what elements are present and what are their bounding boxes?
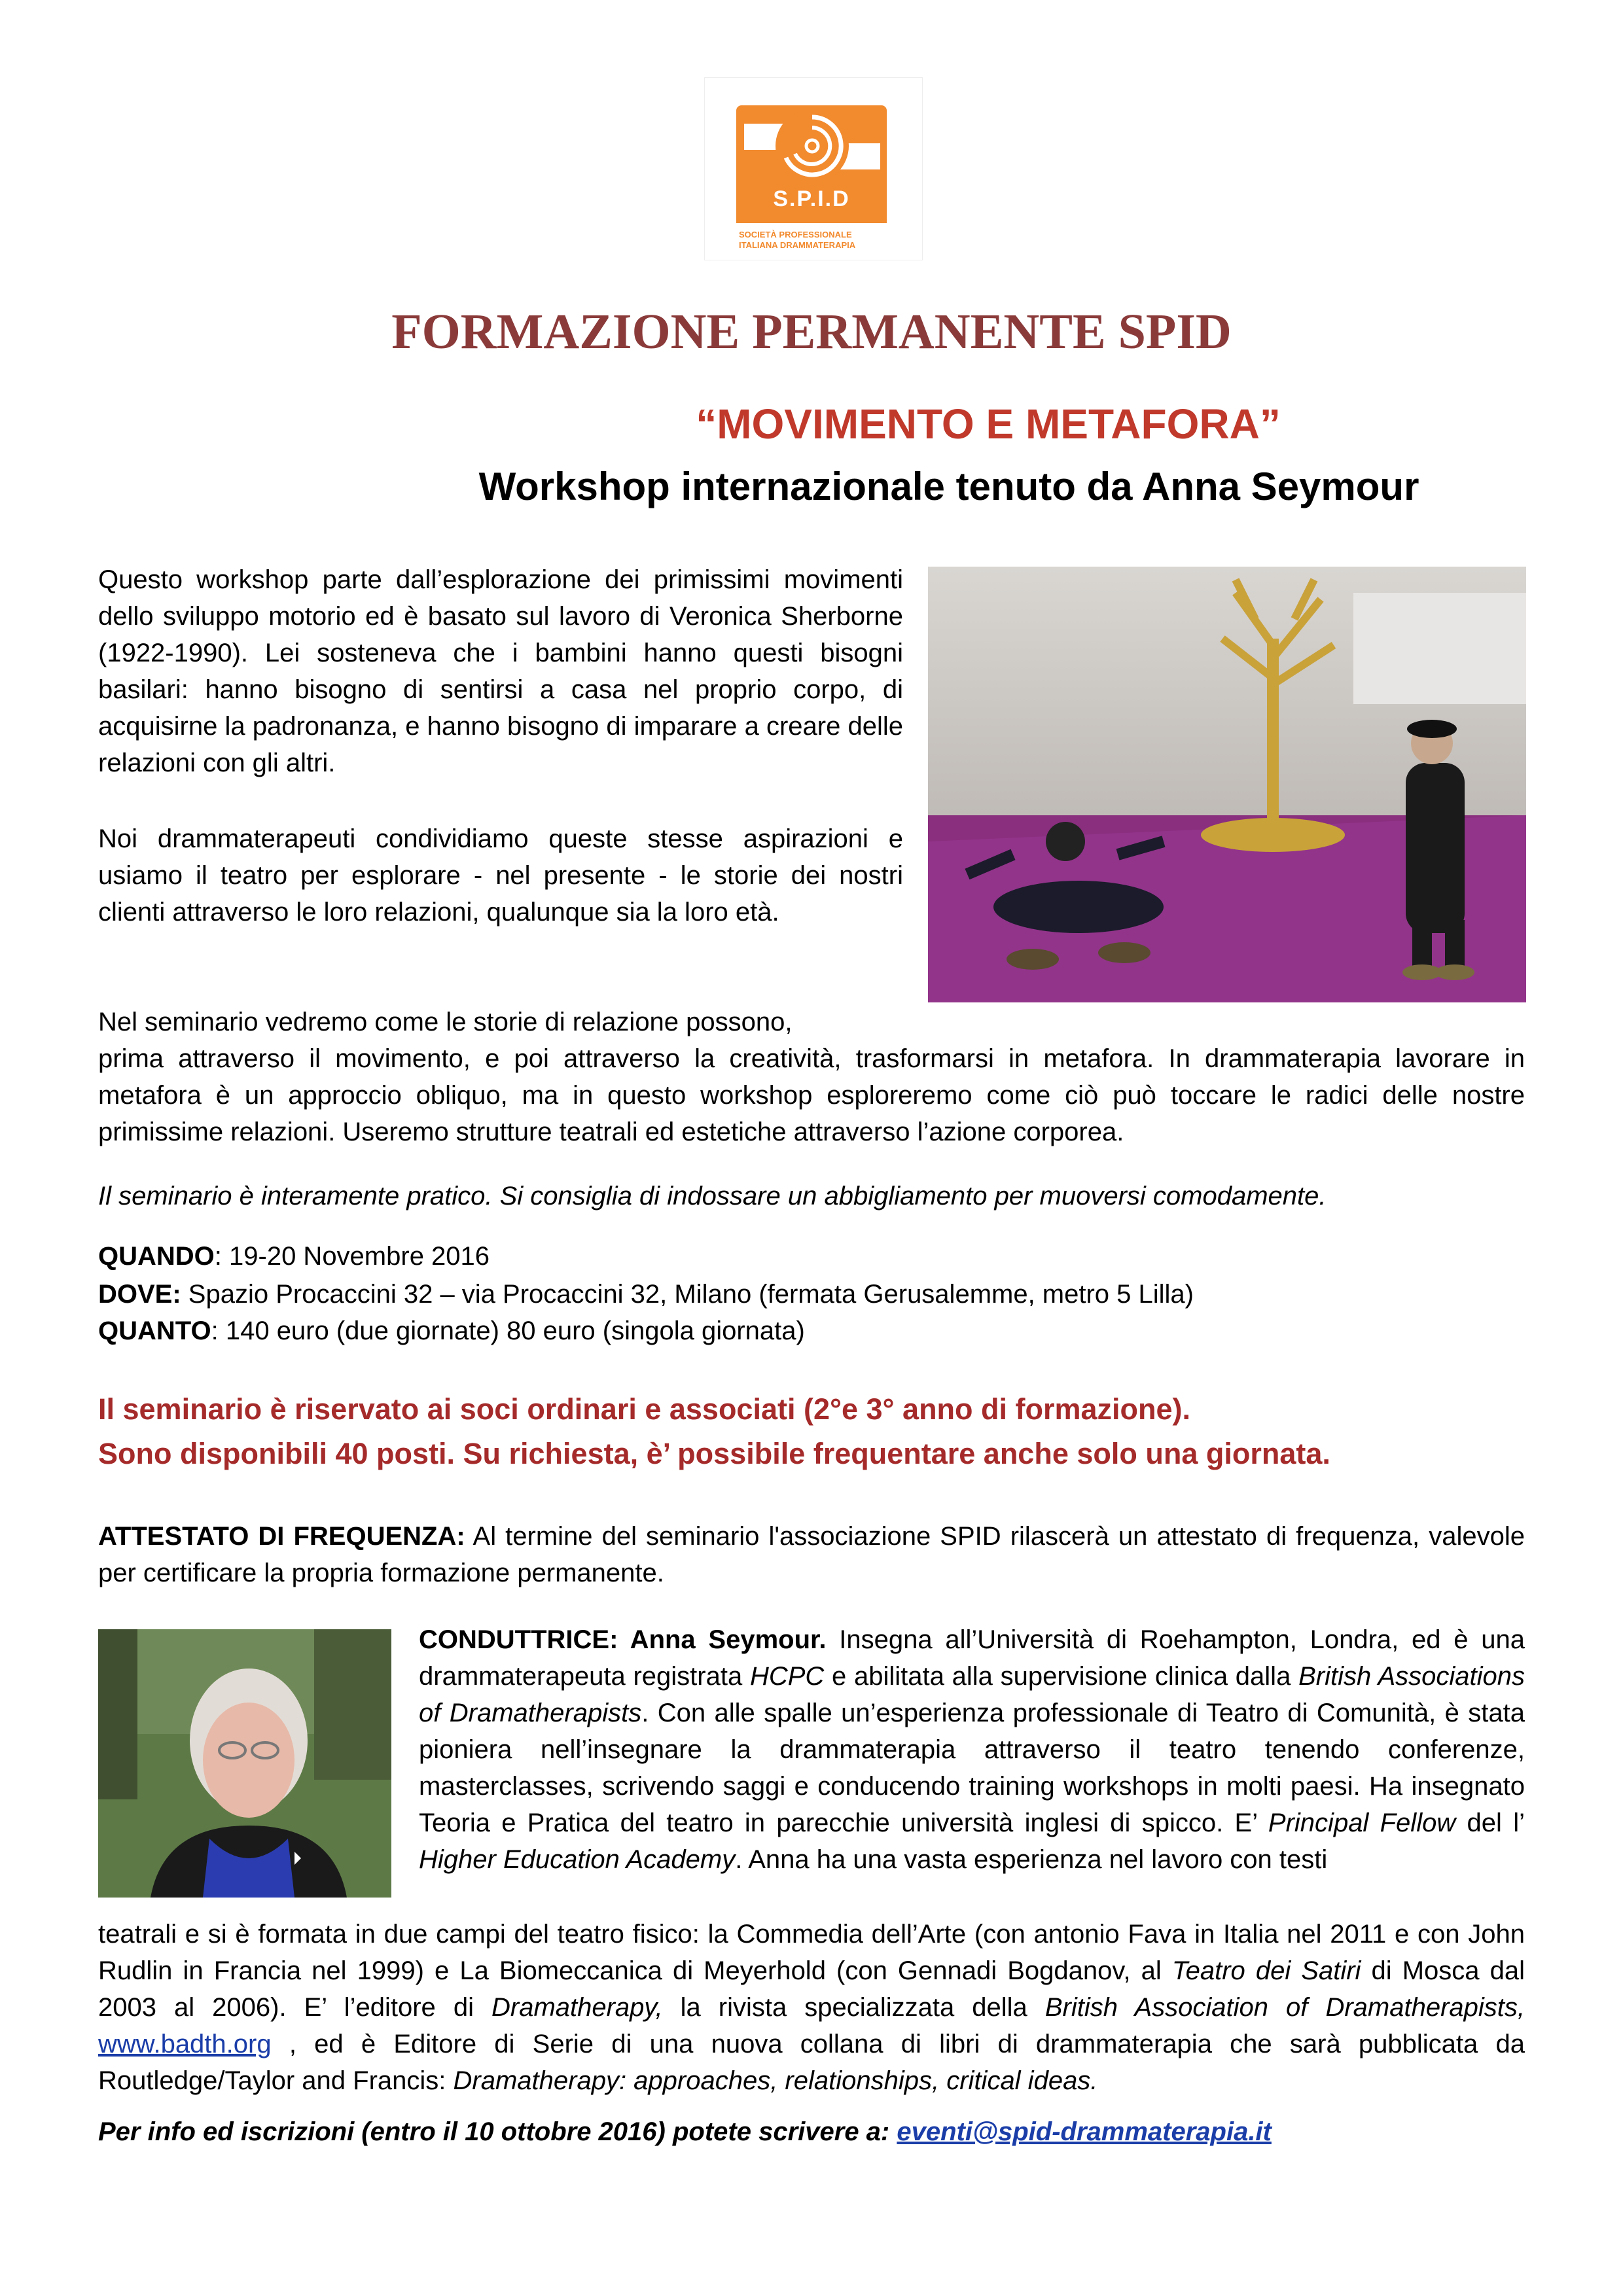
bio-paragraph-continued [98, 1916, 1525, 2099]
bio-text-8: la rivista specializzata della [662, 1993, 1045, 2022]
logo-line1: SOCIETÀ PROFESSIONALE [739, 230, 852, 239]
info-where [98, 1276, 1525, 1313]
bio-text-5: . Anna ha una vasta esperienza nel lavoro con testi [735, 1845, 1328, 1874]
info-cost-value: : 140 euro (due giornate) 80 euro (singola giornata) [211, 1316, 805, 1345]
attestato-label: ATTESTATO DI FREQUENZA: [98, 1522, 465, 1551]
info-when-value: : 19-20 Novembre 2016 [214, 1242, 490, 1271]
bio-italic-bad-2: British Association of Dramatherapists, [1044, 1993, 1525, 2022]
workshop-photo-image [928, 567, 1526, 1002]
intro-paragraph-4: Il seminario è interamente pratico. Si consiglia di indossare un abbigliamento per muoversi comodamente. [98, 1182, 1327, 1210]
footer-email-link[interactable]: eventi@spid-drammaterapia.it [897, 2117, 1272, 2146]
footer-info [98, 2113, 1525, 2150]
intro-paragraph-3b: prima attraverso il movimento, e poi attraverso la creatività, trasformarsi in metafora. In drammaterapia lavorare in metafora è un approccio obliquo, ma in questo workshop esploreremo come ciò può toccare le radici delle nostre primissime relazioni. Useremo strutture teatrali ed estetiche attraverso l’azione corporea. [98, 1044, 1525, 1146]
info-where-value: Spazio Procaccini 32 – via Procaccini 32, Milano (fermata Gerusalemme, metro 5 Lilla) [181, 1280, 1194, 1309]
bio-text-9: , ed è Editore di Serie di una nuova collana di libri di drammaterapia che sarà pubblicata da Routledge/Taylor and Francis: [98, 2030, 1525, 2095]
attestato-text: Al termine del seminario l'associazione SPID rilascerà un attestato di frequenza, valevole per certificare la propria formazione permanente. [98, 1522, 1525, 1587]
bio-text-3: . Con alle spalle un’esperienza professionale di Teatro di Comunità, è stata pioniera nell’insegnare la drammaterapia attraverso il teatro tenendo conferenze, masterclasses, scrivendo saggi e conducendo training workshops in molti paesi. Ha insegnato Teoria e Pratica del teatro in parecchie università inglesi di spicco. E’ [419, 1699, 1525, 1837]
bio-text-2: e abilitata alla supervisione clinica dalla [824, 1662, 1299, 1691]
bio-text-1: Insegna all’Università di Roehampton, Londra, ed è una drammaterapeuta registrata [419, 1625, 1525, 1691]
bio-italic-book-title: Dramatherapy: approaches, relationships, critical ideas. [453, 2066, 1098, 2095]
bio-italic-teatro-satiri: Teatro dei Satiri [1171, 1956, 1361, 1985]
bio-italic-bad: British Associations of Dramatherapists [419, 1662, 1525, 1727]
intro-paragraph-1: Questo workshop parte dall’esplorazione dei primissimi movimenti dello sviluppo motorio ed è basato sul lavoro di Veronica Sherborne (1922-1990). Lei sosteneva che i bambini hanno questi bisogni basilari: hanno bisogno di sentirsi a casa nel proprio corpo, di acquisirne la padronanza, e hanno bisogno di imparare a creare delle relazioni con gli altri. [98, 565, 903, 777]
spid-logo [704, 77, 923, 260]
intro-paragraph-2: Noi drammaterapeuti condividiamo queste stesse aspirazioni e usiamo il teatro per esplorare - nel presente - le storie dei nostri clienti attraverso le loro relazioni, qualunque sia la loro età. [98, 824, 903, 927]
badth-link[interactable]: www.badth.org [98, 2030, 272, 2058]
attestato-paragraph [98, 1518, 1525, 1591]
info-when [98, 1238, 1525, 1275]
bio-italic-dramatherapy: Dramatherapy, [491, 1993, 663, 2022]
info-where-label: DOVE: [98, 1280, 181, 1309]
notice-line-2: Sono disponibili 40 posti. Su richiesta, è’ possibile frequentare anche solo una giornata. [98, 1437, 1330, 1470]
anna-seymour-portrait [98, 1629, 391, 1898]
bio-label: CONDUTTRICE: Anna Seymour. [419, 1625, 827, 1654]
workshop-subtitle: Workshop internazionale tenuto da Anna Seymour [478, 465, 1419, 508]
workshop-photo [928, 567, 1526, 1002]
bio-paragraph [419, 1621, 1525, 1878]
bio-text-6: teatrali e si è formata in due campi del teatro fisico: la Commedia dell’Arte (con antonio Fava in Italia nel 2011 e con John Rudlin in Francia nel 1999) e La Biomeccanica di Meyerhold (con Gennadi Bogdanov, al [98, 1920, 1525, 1985]
portrait-image [98, 1629, 391, 1898]
page-title: FORMAZIONE PERMANENTE SPID [391, 304, 1232, 359]
logo-line2: ITALIANA DRAMMATERAPIA [739, 240, 856, 250]
info-cost [98, 1313, 1525, 1349]
info-when-label: QUANDO [98, 1242, 215, 1271]
logo-name: S.P.I.D [773, 186, 850, 211]
bio-italic-hcpc: HCPC [749, 1662, 825, 1691]
bio-italic-principal-fellow: Principal Fellow [1268, 1809, 1456, 1837]
bio-text-7: di Mosca dal 2003 al 2006). E’ l’editore di [98, 1956, 1525, 2022]
bio-italic-hea: Higher Education Academy [419, 1845, 736, 1874]
footer-text: Per info ed iscrizioni (entro il 10 ottobre 2016) potete scrivere a: [98, 2117, 897, 2146]
workshop-title: “MOVIMENTO E METAFORA” [696, 400, 1281, 448]
notice-line-1: Il seminario è riservato ai soci ordinari e associati (2°e 3° anno di formazione). [98, 1392, 1191, 1426]
bio-text-4: del l’ [1455, 1809, 1525, 1837]
info-cost-label: QUANTO [98, 1316, 211, 1345]
intro-paragraph-3a: Nel seminario vedremo come le storie di relazione possono, [98, 1008, 793, 1036]
